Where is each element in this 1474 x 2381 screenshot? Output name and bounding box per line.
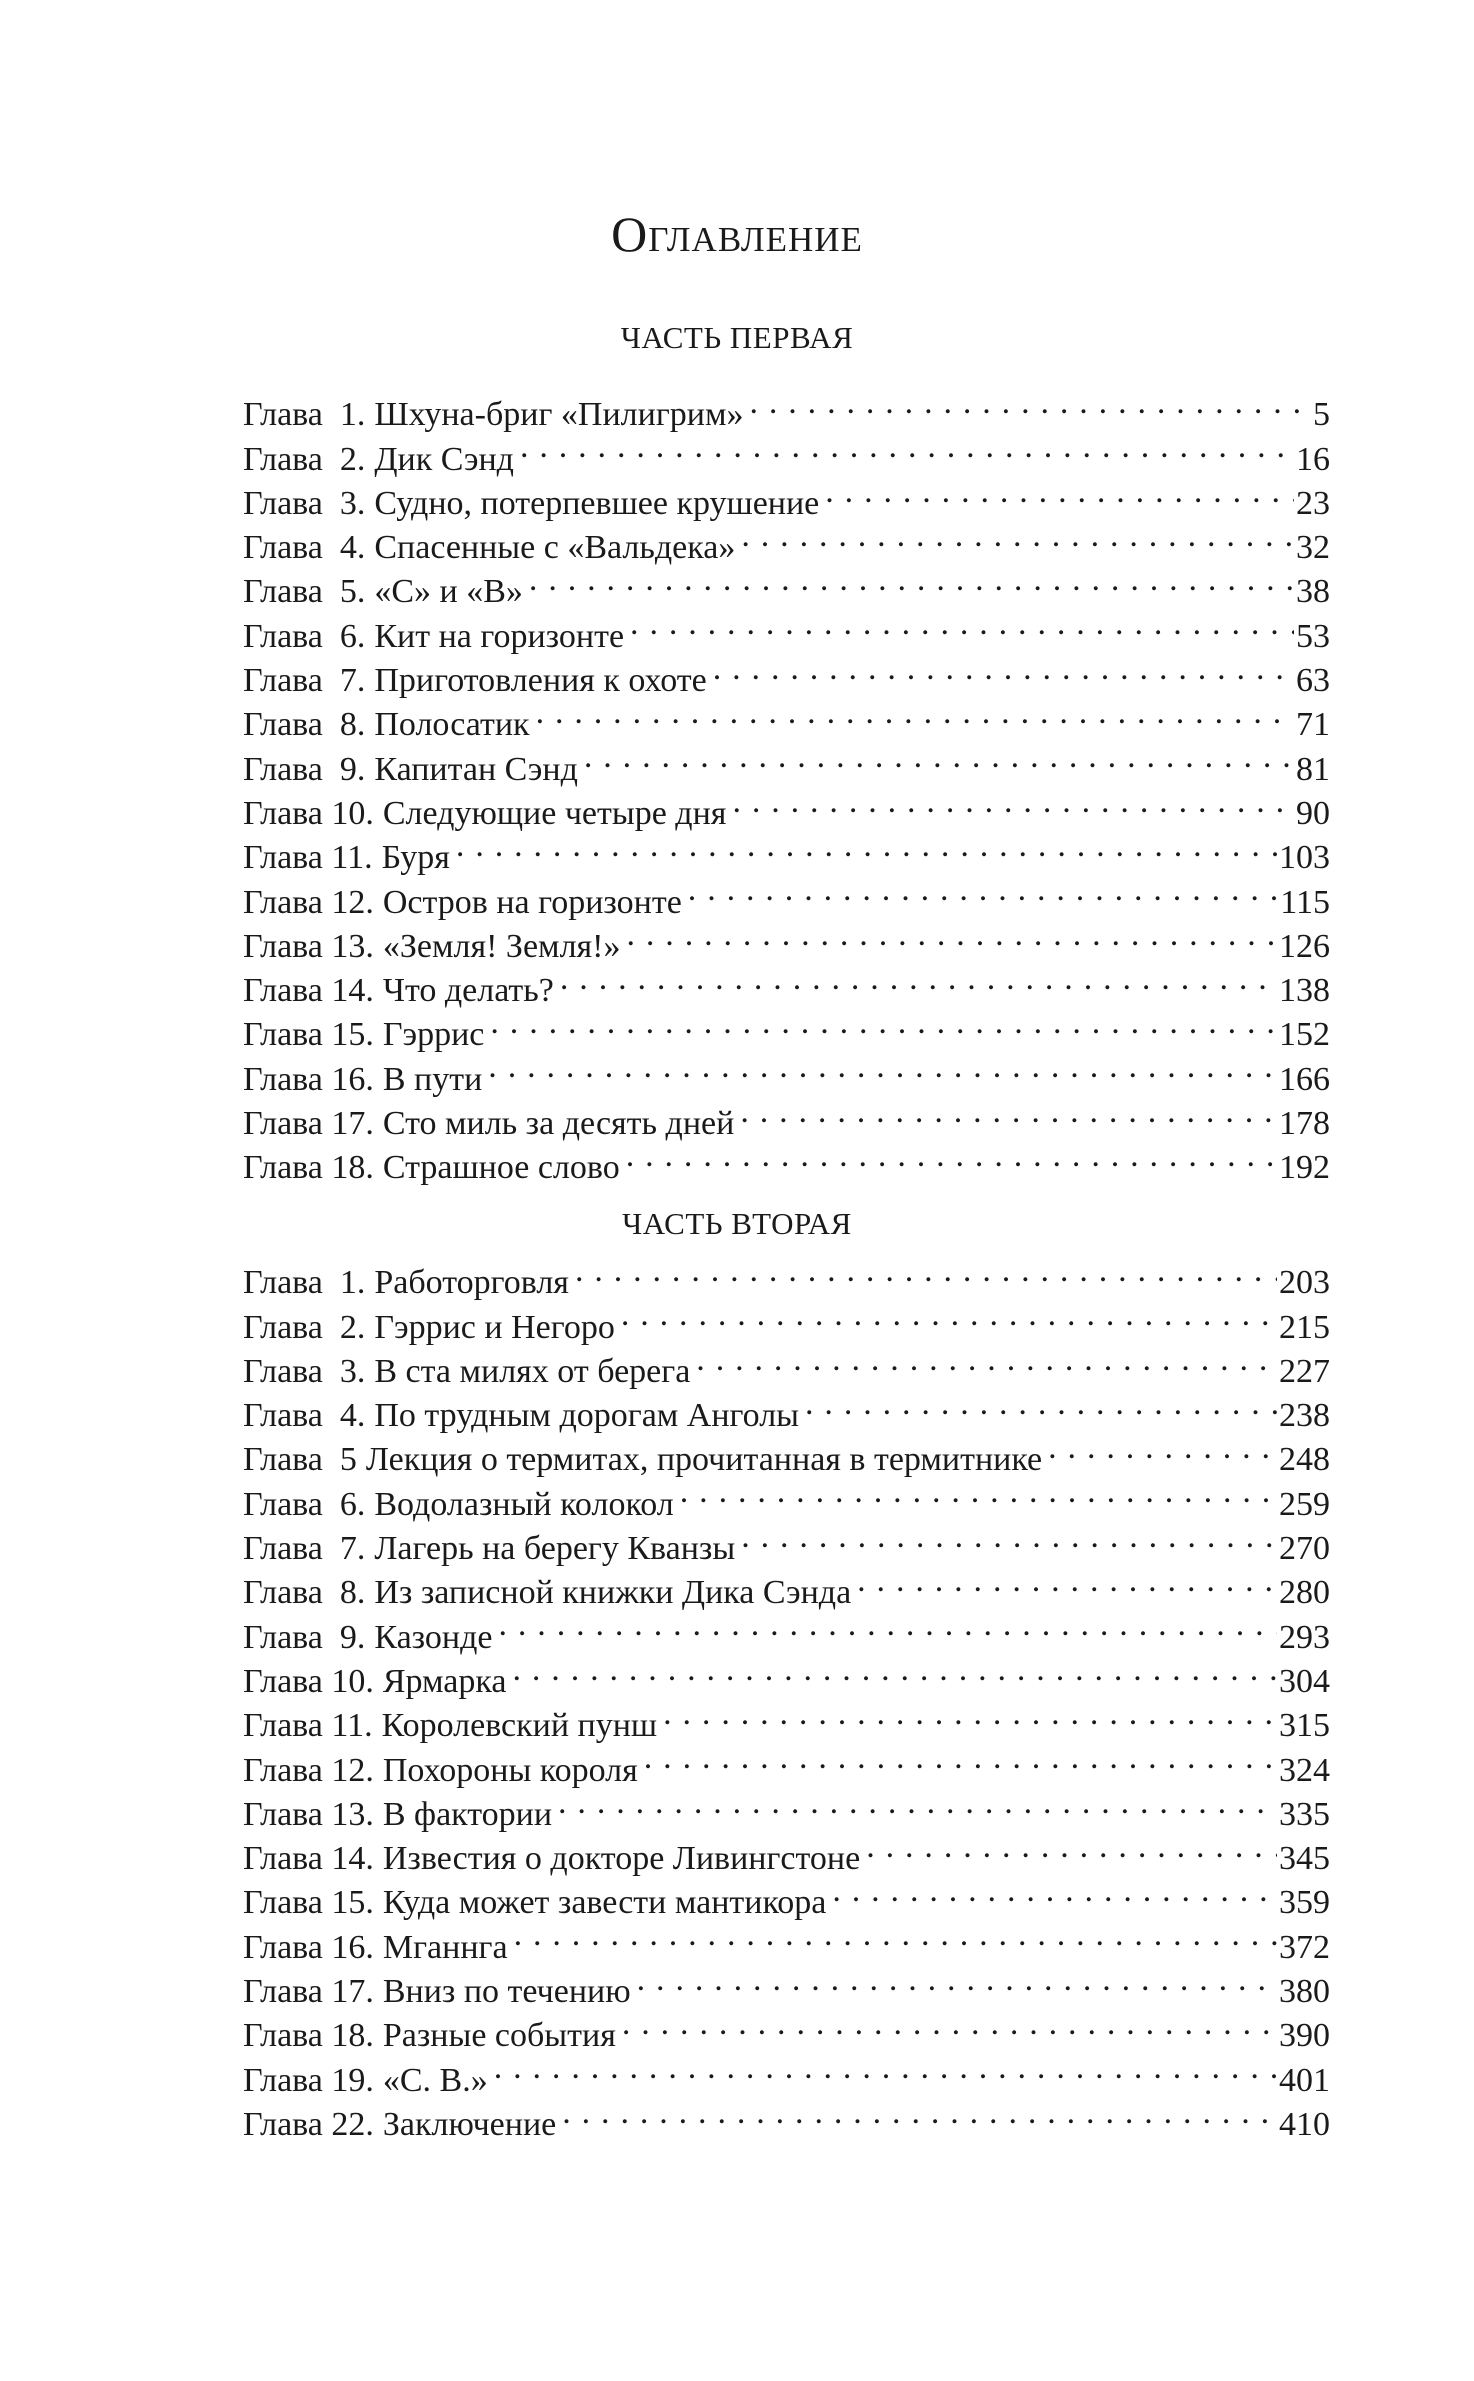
- chapter-title: Остров на горизонте: [382, 883, 682, 921]
- chapter-title: Ярмарка: [382, 1662, 507, 1700]
- dot-leader: [696, 1338, 1277, 1382]
- page-number: 335: [1279, 1795, 1330, 1833]
- page-number: 380: [1279, 1973, 1330, 2011]
- chapter-number: Глава 4.: [243, 529, 366, 567]
- chapter-title: Из записной книжки Дика Сэнда: [374, 1574, 852, 1612]
- chapter-title: Казонде: [374, 1618, 493, 1656]
- dot-leader: [805, 1382, 1277, 1426]
- chapter-number: Глава 12.: [243, 1751, 374, 1789]
- dot-leader: [627, 913, 1278, 957]
- chapter-number: Глава 5: [243, 1441, 357, 1479]
- dot-leader: [644, 1736, 1277, 1780]
- chapter-number: Глава 11.: [243, 1707, 373, 1745]
- chapter-title: Заключение: [382, 2105, 557, 2143]
- chapter-title: «С» и «В»: [374, 573, 523, 611]
- page-number: 238: [1279, 1397, 1330, 1435]
- page-number: 259: [1279, 1485, 1330, 1523]
- chapter-title: Судно, потерпевшее крушение: [374, 484, 820, 522]
- chapter-number: Глава 19.: [243, 2061, 374, 2099]
- dot-leader: [626, 1134, 1277, 1178]
- dot-leader: [866, 1825, 1277, 1869]
- chapter-title: Разные события: [382, 2017, 616, 2055]
- chapter-title: Следующие четыре дня: [382, 794, 727, 832]
- page-number: 304: [1279, 1662, 1330, 1700]
- dot-leader: [857, 1559, 1277, 1603]
- page-number: 203: [1279, 1264, 1330, 1302]
- chapter-number: Глава 3.: [243, 484, 366, 522]
- dot-leader: [558, 1781, 1277, 1825]
- chapter-title: «С. В.»: [382, 2061, 488, 2099]
- page-number: 270: [1279, 1530, 1330, 1568]
- chapter-title: В ста милях от берега: [374, 1352, 691, 1390]
- page-number: 293: [1279, 1618, 1330, 1656]
- dot-leader: [520, 425, 1294, 469]
- toc-entry: [243, 1249, 1330, 1302]
- dot-leader: [688, 868, 1278, 912]
- chapter-number: Глава 10.: [243, 1662, 374, 1700]
- chapter-title: В пути: [382, 1060, 483, 1098]
- chapter-number: Глава 3.: [243, 1352, 366, 1390]
- dot-leader: [560, 957, 1277, 1001]
- chapter-title: Лагерь на берегу Кванзы: [374, 1530, 736, 1568]
- chapter-number: Глава 11.: [243, 839, 373, 877]
- chapter-number: Глава 9.: [243, 1618, 366, 1656]
- dot-leader: [513, 1648, 1278, 1692]
- chapter-title: «Земля! Земля!»: [382, 927, 621, 965]
- chapter-number: Глава 18.: [243, 2017, 374, 2055]
- chapter-number: Глава 2.: [243, 440, 366, 478]
- dot-leader: [732, 780, 1294, 824]
- part-one-heading: ЧАСТЬ ПЕРВАЯ: [620, 320, 854, 355]
- toc-entry: [243, 381, 1330, 434]
- page-number: 280: [1279, 1574, 1330, 1612]
- chapter-number: Глава 13.: [243, 1795, 374, 1833]
- dot-leader: [488, 1045, 1277, 1089]
- page-number: 227: [1279, 1352, 1330, 1390]
- chapter-number: Глава 7.: [243, 1530, 366, 1568]
- chapter-number: Глава 14.: [243, 1840, 374, 1878]
- dot-leader: [575, 1249, 1277, 1293]
- dot-leader: [680, 1470, 1277, 1514]
- dot-leader: [494, 2046, 1277, 2090]
- chapter-number: Глава 6.: [243, 1485, 366, 1523]
- page-number: 410: [1279, 2105, 1330, 2143]
- dot-leader: [832, 1869, 1277, 1913]
- chapter-title: Шхуна-бриг «Пилигрим»: [374, 396, 744, 434]
- chapter-number: Глава 10.: [243, 794, 374, 832]
- page-number: 315: [1279, 1707, 1330, 1745]
- chapter-number: Глава 8.: [243, 706, 366, 744]
- chapter-title: Куда может завести мантикора: [382, 1884, 827, 1922]
- dot-leader: [740, 1090, 1277, 1134]
- page-number: 215: [1279, 1308, 1330, 1346]
- page-number: 81: [1296, 750, 1330, 788]
- page-number: 192: [1279, 1149, 1330, 1187]
- chapter-number: Глава 9.: [243, 750, 366, 788]
- page-number: 372: [1279, 1928, 1330, 1966]
- page-number: 16: [1296, 440, 1330, 478]
- page-number: 324: [1279, 1751, 1330, 1789]
- chapter-number: Глава 5.: [243, 573, 366, 611]
- page-number: 53: [1296, 617, 1330, 655]
- chapter-title: В фактории: [382, 1795, 553, 1833]
- part-two-heading: ЧАСТЬ ВТОРАЯ: [622, 1206, 852, 1241]
- page-number: 115: [1280, 883, 1330, 921]
- page-number: 401: [1279, 2061, 1330, 2099]
- chapter-title: Буря: [381, 839, 450, 877]
- dot-leader: [663, 1692, 1277, 1736]
- part-two-chapter-list: [243, 1249, 1330, 2143]
- page-number: 345: [1279, 1840, 1330, 1878]
- chapter-number: Глава 16.: [243, 1928, 374, 1966]
- chapter-title: Сто миль за десять дней: [382, 1105, 735, 1143]
- chapter-title: Похороны короля: [382, 1751, 638, 1789]
- chapter-title: По трудным дорогам Анголы: [374, 1397, 800, 1435]
- dot-leader: [825, 470, 1294, 514]
- chapter-number: Глава 22.: [243, 2105, 374, 2143]
- dot-leader: [514, 1913, 1277, 1957]
- chapter-title: Полосатик: [374, 706, 530, 744]
- chapter-title: Водолазный колокол: [374, 1485, 674, 1523]
- chapter-title: Кит на горизонте: [374, 617, 625, 655]
- dot-leader: [536, 691, 1294, 735]
- page-number: 23: [1296, 484, 1330, 522]
- chapter-number: Глава 4.: [243, 1397, 366, 1435]
- chapter-title: Что делать?: [382, 972, 554, 1010]
- chapter-title: Гэррис и Негоро: [374, 1308, 615, 1346]
- part-one-chapter-list: [243, 381, 1330, 1187]
- chapter-number: Глава 15.: [243, 1884, 374, 1922]
- page-number: 38: [1296, 573, 1330, 611]
- chapter-number: Глава 7.: [243, 662, 366, 700]
- chapter-title: Мганнга: [382, 1928, 508, 1966]
- chapter-title: Королевский пунш: [381, 1707, 658, 1745]
- dot-leader: [622, 2002, 1277, 2046]
- chapter-number: Глава 8.: [243, 1574, 366, 1612]
- chapter-title: Лекция о термитах, прочитанная в термитнике: [365, 1441, 1043, 1479]
- page-number: 103: [1279, 839, 1330, 877]
- page-number: 90: [1296, 794, 1330, 832]
- page-number: 5: [1313, 396, 1330, 434]
- dot-leader: [749, 381, 1311, 425]
- page-number: 166: [1279, 1060, 1330, 1098]
- chapter-title: Известия о докторе Ливингстоне: [382, 1840, 861, 1878]
- dot-leader: [584, 735, 1294, 779]
- chapter-number: Глава 12.: [243, 883, 374, 921]
- page-number: 138: [1279, 972, 1330, 1010]
- dot-leader: [499, 1603, 1278, 1647]
- chapter-number: Глава 18.: [243, 1149, 374, 1187]
- chapter-title: Гэррис: [382, 1016, 485, 1054]
- chapter-number: Глава 6.: [243, 617, 366, 655]
- chapter-title: Работорговля: [374, 1264, 569, 1302]
- chapter-number: Глава 16.: [243, 1060, 374, 1098]
- page-number: 248: [1279, 1441, 1330, 1479]
- chapter-number: Глава 17.: [243, 1105, 374, 1143]
- chapter-number: Глава 2.: [243, 1308, 366, 1346]
- dot-leader: [741, 1515, 1277, 1559]
- dot-leader: [490, 1001, 1277, 1045]
- chapter-title: Вниз по течению: [382, 1973, 631, 2011]
- chapter-title: Приготовления к охоте: [374, 662, 707, 700]
- chapter-number: Глава 1.: [243, 1264, 366, 1302]
- chapter-number: Глава 15.: [243, 1016, 374, 1054]
- dot-leader: [562, 2091, 1277, 2135]
- dot-leader: [713, 647, 1294, 691]
- page-title: Оглавление: [611, 206, 863, 262]
- chapter-number: Глава 13.: [243, 927, 374, 965]
- dot-leader: [637, 1958, 1277, 2002]
- chapter-title: Спасенные с «Вальдека»: [374, 529, 736, 567]
- dot-leader: [456, 824, 1277, 868]
- page-number: 63: [1296, 662, 1330, 700]
- chapter-number: Глава 17.: [243, 1973, 374, 2011]
- chapter-number: Глава 1.: [243, 396, 366, 434]
- page-number: 359: [1279, 1884, 1330, 1922]
- chapter-title: Дик Сэнд: [374, 440, 514, 478]
- chapter-number: Глава 14.: [243, 972, 374, 1010]
- dot-leader: [1048, 1426, 1277, 1470]
- page-number: 126: [1279, 927, 1330, 965]
- dot-leader: [741, 514, 1294, 558]
- page-number: 152: [1279, 1016, 1330, 1054]
- page-number: 32: [1296, 529, 1330, 567]
- page-number: 178: [1279, 1105, 1330, 1143]
- chapter-title: Страшное слово: [382, 1149, 620, 1187]
- dot-leader: [529, 558, 1294, 602]
- dot-leader: [621, 1293, 1277, 1337]
- page-number: 71: [1296, 706, 1330, 744]
- page-number: 390: [1279, 2017, 1330, 2055]
- dot-leader: [630, 602, 1294, 646]
- chapter-title: Капитан Сэнд: [374, 750, 578, 788]
